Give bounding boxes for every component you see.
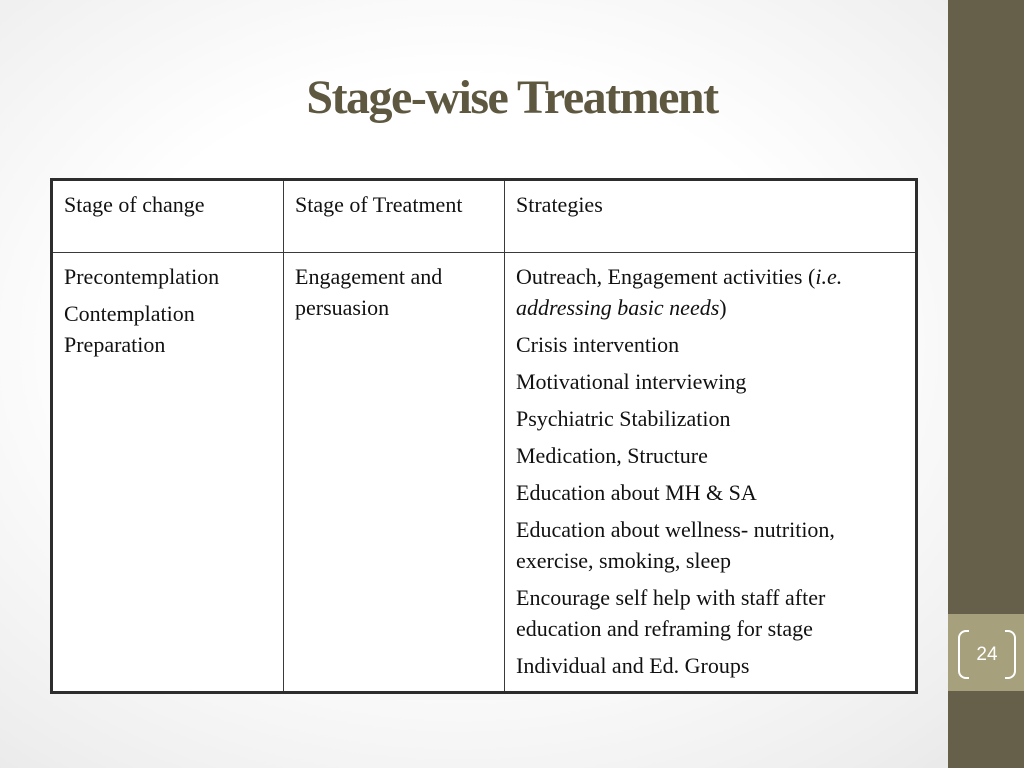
header-strategies: Strategies [505, 180, 917, 253]
page-number: 24 [976, 644, 998, 665]
header-stage-of-change: Stage of change [52, 180, 284, 253]
table-row [52, 253, 917, 693]
stage-item: Contemplation [64, 301, 195, 326]
stage-item: Preparation [64, 332, 166, 357]
strategy-item: Medication, Structure [516, 443, 708, 468]
slide-title: Stage-wise Treatment [306, 71, 718, 124]
strategy-item: Psychiatric Stabilization [516, 406, 731, 431]
page-number-frame [958, 630, 1016, 677]
stage-item: Precontemplation [64, 264, 220, 289]
strategy-italic-note: i.e. addressing basic needs [516, 264, 843, 320]
header-stage-of-treatment: Stage of Treatment [284, 180, 505, 253]
table-header-row [52, 180, 917, 253]
stage-of-change-cell [52, 253, 284, 693]
strategy-item: Education about wellness- nutrition, exercise, smoking, sleep [516, 517, 835, 573]
treatment-stage-text: Engagement and persuasion [295, 264, 443, 320]
stage-of-treatment-cell [284, 253, 505, 693]
strategy-prefix: Outreach, Engagement activities ( [516, 264, 816, 289]
strategies-cell [505, 253, 917, 693]
strategy-item [516, 261, 905, 323]
strategy-suffix: ) [719, 295, 727, 320]
strategy-item: Individual and Ed. Groups [516, 653, 750, 678]
strategy-item: Encourage self help with staff after education and reframing for stage [516, 585, 826, 641]
strategy-item: Crisis intervention [516, 332, 680, 357]
strategy-item: Education about MH & SA [516, 480, 757, 505]
strategy-item: Motivational interviewing [516, 369, 747, 394]
stage-treatment-table [50, 178, 918, 694]
